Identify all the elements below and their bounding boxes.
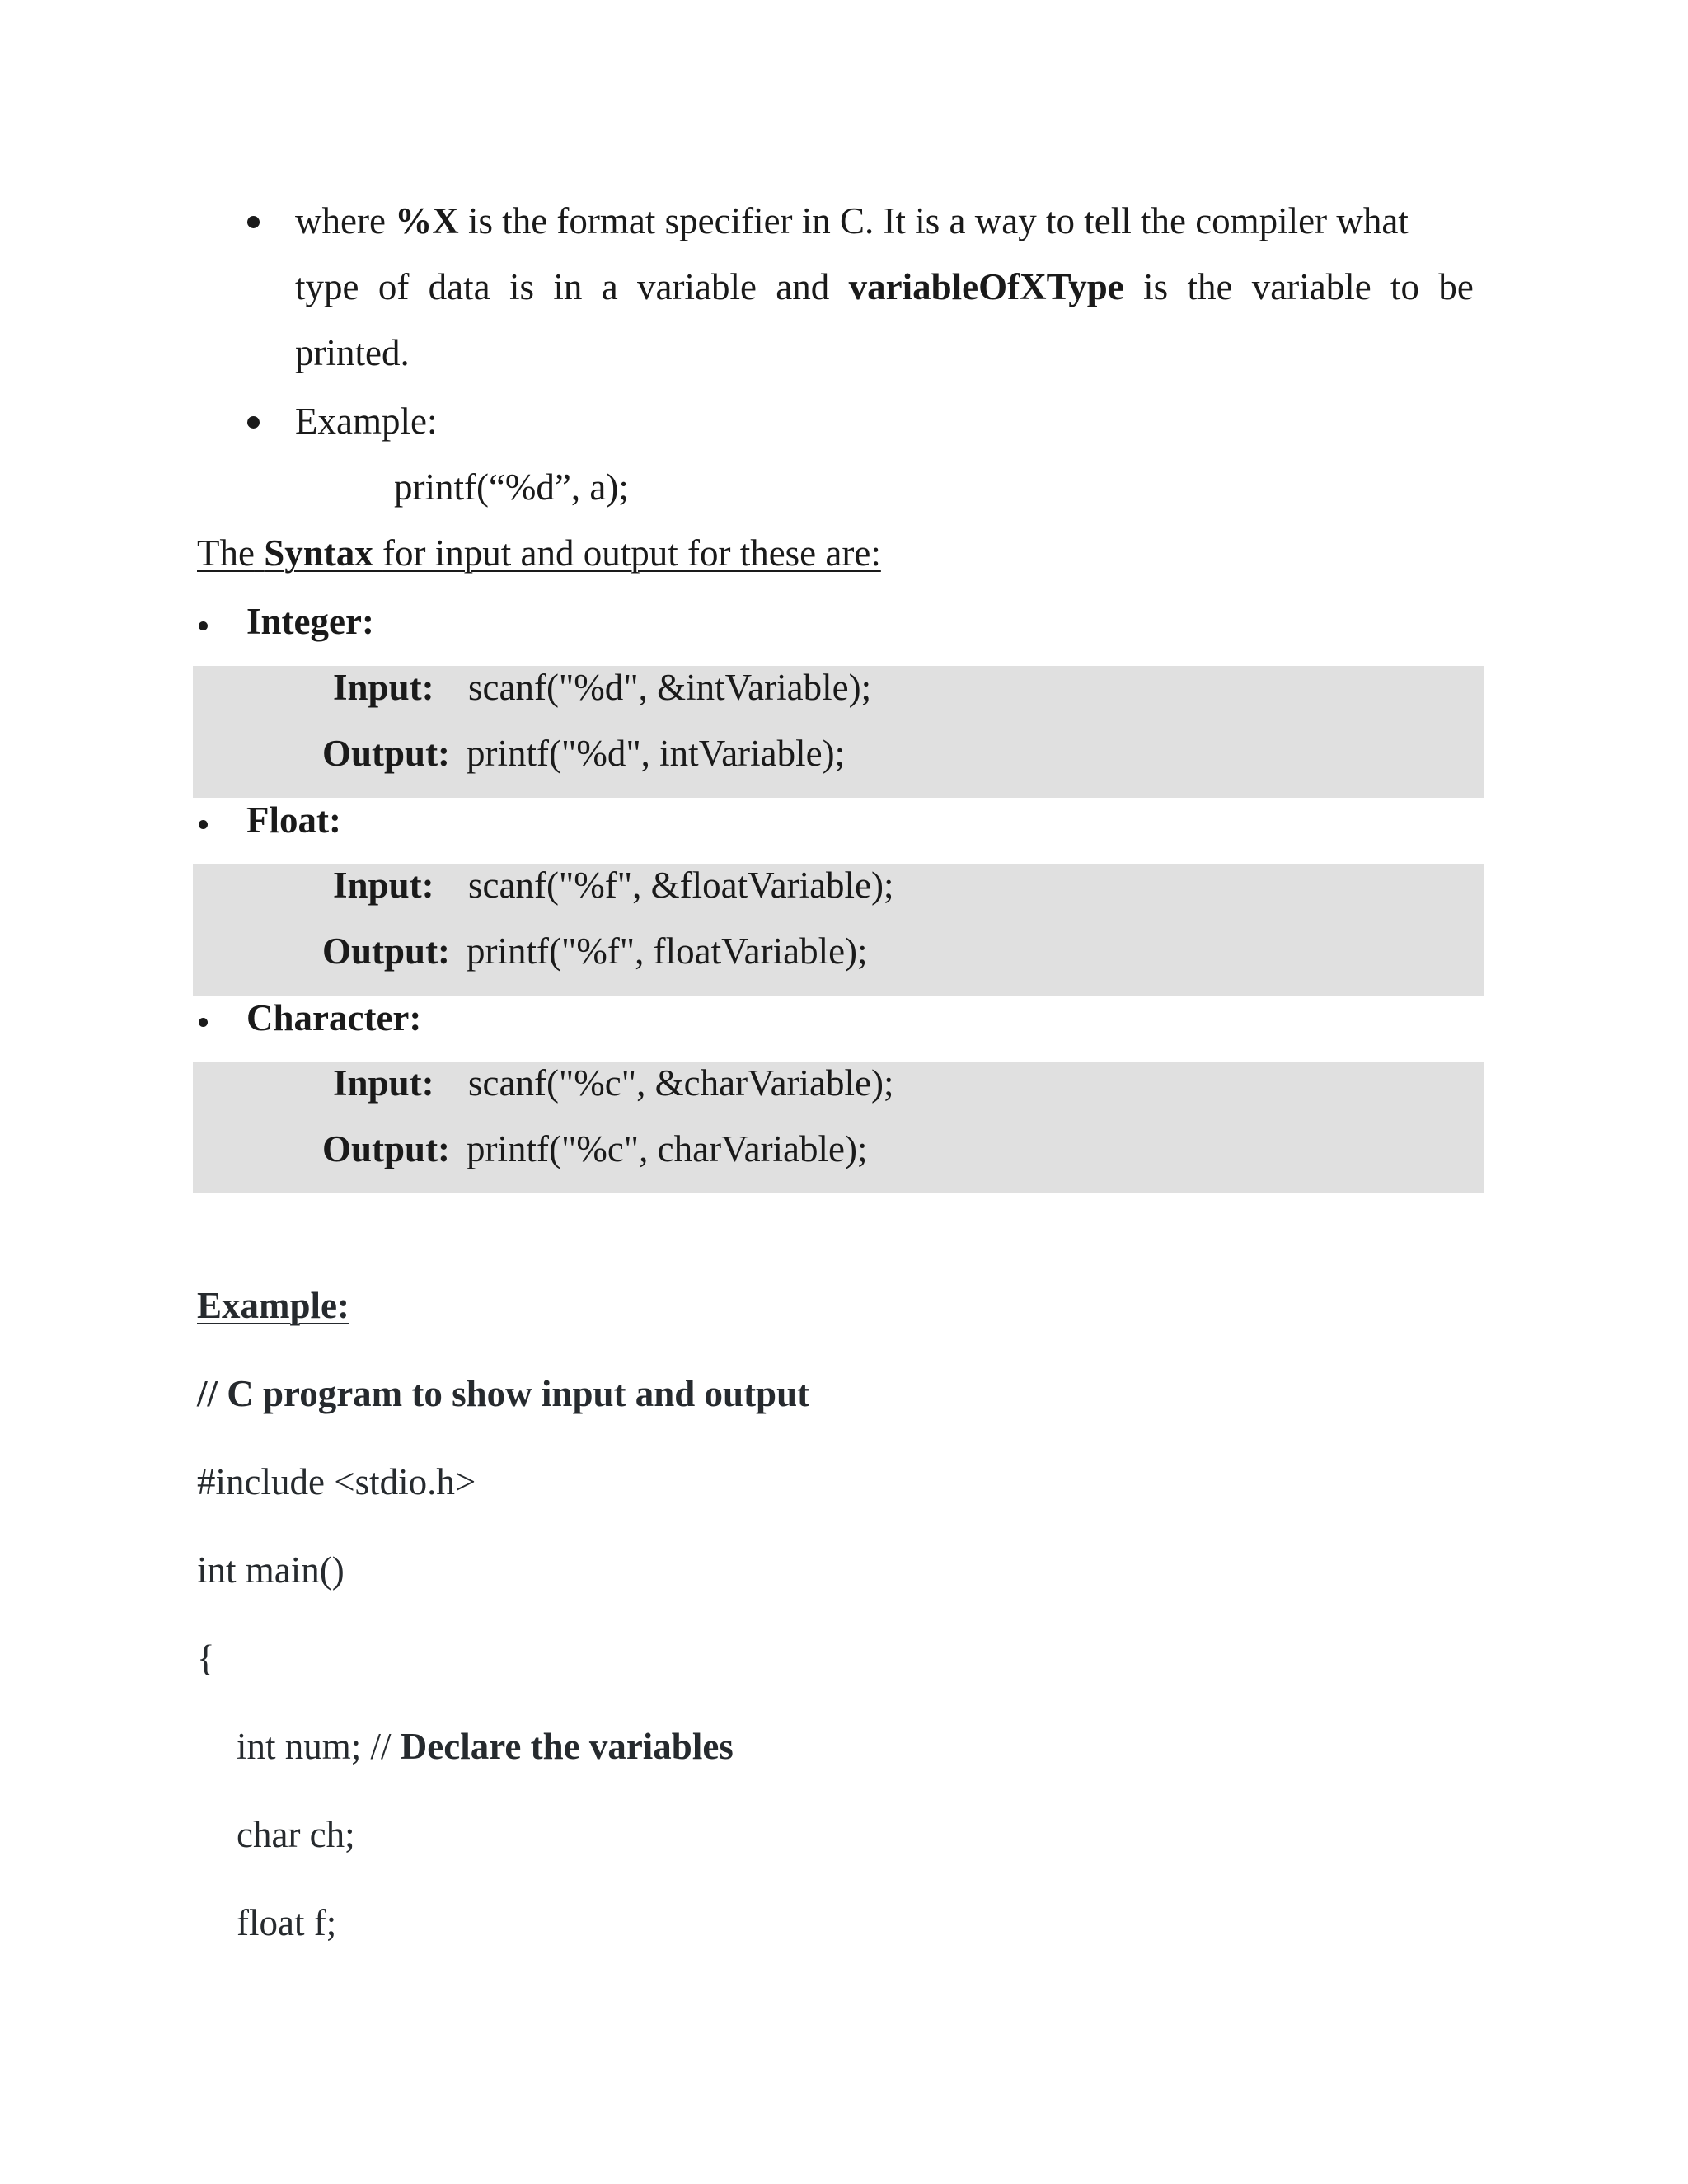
heading-text: The [197,532,255,574]
float-output-code: printf("%f", floatVariable); [467,930,868,972]
intro-text: where [295,200,386,241]
code-comment: // C program to show input and output [197,1373,810,1414]
intro-text: is the format specifier in C. It is a way to tell the compiler what [467,200,1409,241]
code-declare-float: float f; [237,1902,337,1943]
integer-output-line [322,731,450,776]
output-label: Output: [322,733,451,774]
variable-term: variableOfXType [848,266,1124,307]
float-input-code: scanf("%f", &floatVariable); [468,865,894,906]
character-input-line [333,1061,434,1105]
bullet-marker [199,621,208,630]
intro-word: and [776,266,830,307]
bullet-marker [247,416,260,429]
character-output-code: printf("%c", charVariable); [467,1128,868,1169]
float-output-line [322,929,450,973]
intro-line-2 [295,265,1474,309]
intro-word: is [1143,266,1169,307]
code-main-signature: int main() [197,1549,345,1591]
float-input-line [333,863,434,907]
type-label-integer: Integer: [246,601,374,642]
intro-line-1 [295,199,1409,243]
intro-word: the [1187,266,1233,307]
output-label: Output: [322,1128,451,1169]
input-label: Input: [333,865,434,906]
intro-line-3: printed. [295,332,410,373]
format-specifier-term: %X [395,200,459,241]
code-declare-num [237,1724,734,1769]
code-open-brace: { [197,1638,215,1679]
bullet-marker [199,1018,208,1027]
code-text: int num; // [237,1726,392,1767]
bullet-marker [199,820,208,829]
bullet-marker [247,216,260,228]
example-heading: Example: [197,1285,349,1326]
integer-input-code: scanf("%d", &intVariable); [468,667,872,708]
heading-bold-term: Syntax [264,532,373,574]
syntax-heading [197,531,881,575]
code-include: #include <stdio.h> [197,1461,476,1502]
code-comment-bold: Declare the variables [400,1726,734,1767]
intro-word: type [295,266,359,307]
intro-word: variable [637,266,757,307]
intro-word: be [1438,266,1474,307]
intro-word: of [377,266,410,307]
output-label: Output: [322,930,451,972]
type-label-character: Character: [246,997,422,1038]
code-declare-char: char ch; [237,1814,355,1855]
intro-word: variable [1251,266,1372,307]
integer-output-code: printf("%d", intVariable); [467,733,846,774]
character-output-line [322,1127,450,1171]
intro-word: data [428,266,490,307]
example-code: printf(“%d”, a); [394,466,629,508]
type-label-float: Float: [246,799,341,841]
example-label: Example: [295,401,438,442]
heading-text: for input and output for these are: [382,532,881,574]
intro-word: is [509,266,534,307]
intro-word: in [553,266,583,307]
input-label: Input: [333,667,434,708]
input-label: Input: [333,1062,434,1104]
character-input-code: scanf("%c", &charVariable); [468,1062,894,1104]
intro-word: to [1390,266,1420,307]
integer-input-line [333,665,434,710]
intro-word: a [601,266,618,307]
